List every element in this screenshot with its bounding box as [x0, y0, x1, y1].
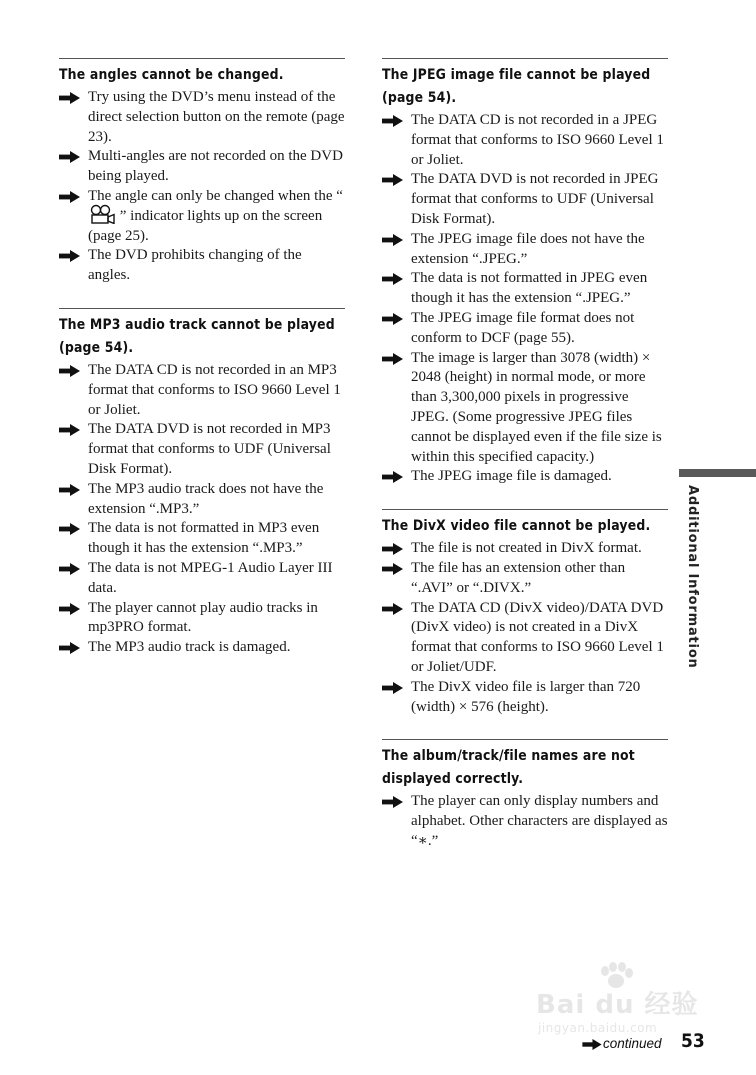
- list-item: The JPEG image file is damaged.: [382, 467, 668, 487]
- side-tab-bar: [679, 469, 756, 477]
- item-list: [59, 88, 345, 286]
- arrow-right-icon: [59, 365, 80, 377]
- arrow-right-icon: [59, 92, 80, 104]
- section-heading: The JPEG image file cannot be played (page 54).: [382, 67, 651, 106]
- arrow-right-icon: [59, 191, 80, 203]
- list-item: The DATA CD (DivX video)/DATA DVD (DivX video) is not created in a DivX format that conforms to ISO 9660 Level 1 or Joliet/UDF.: [382, 599, 668, 678]
- arrow-right-icon: [382, 353, 403, 365]
- list-item: The DATA CD is not recorded in an MP3 format that conforms to ISO 9660 Level 1 or Joliet.: [59, 361, 345, 420]
- arrow-right-icon: [382, 313, 403, 325]
- list-item: The JPEG image file does not have the extension “.JPEG.”: [382, 230, 668, 270]
- arrow-right-icon: [59, 642, 80, 654]
- watermark-url: jingyan.baidu.com: [538, 1021, 658, 1035]
- list-item: The file has an extension other than “.AVI” or “.DIVX.”: [382, 559, 668, 599]
- watermark-brand: Bai du 经验: [536, 990, 699, 1020]
- page-footer: [580, 1030, 710, 1060]
- section-heading: The MP3 audio track cannot be played (page 54).: [59, 316, 335, 356]
- arrow-right-icon: [59, 424, 80, 436]
- arrow-right-icon: [382, 603, 403, 615]
- angle-camera-icon: [88, 204, 116, 224]
- arrow-right-icon: [382, 682, 403, 694]
- section-mp3: [59, 308, 345, 658]
- list-item: The DATA CD is not recorded in a JPEG format that conforms to ISO 9660 Level 1 or Joliet.: [382, 111, 668, 170]
- arrow-right-icon: [382, 174, 403, 186]
- list-item: The image is larger than 3078 (width) × 2048 (height) in normal mode, or more than 3,300,000 pixels in progressive JPEG. (Some progressive JPEG files cannot be displayed even if the file size is within this specified capacity.): [382, 349, 668, 468]
- arrow-right-icon: [59, 603, 80, 615]
- arrow-right-icon: [382, 563, 403, 575]
- list-item: The MP3 audio track does not have the extension “.MP3.”: [59, 480, 345, 520]
- right-column: [382, 58, 668, 874]
- section-heading: The DivX video file cannot be played.: [382, 518, 651, 535]
- section-names: [382, 739, 668, 851]
- list-item: The JPEG image file format does not conform to DCF (page 55).: [382, 309, 668, 349]
- continued-label: continued: [603, 1036, 662, 1051]
- arrow-right-icon: [59, 523, 80, 535]
- side-section-label: Additional Information: [685, 485, 700, 669]
- section-angles: [59, 58, 345, 286]
- arrow-right-icon: [382, 234, 403, 246]
- list-item: Multi-angles are not recorded on the DVD being played.: [59, 147, 345, 187]
- section-divx: [382, 509, 668, 717]
- list-item: The MP3 audio track is damaged.: [59, 638, 345, 658]
- list-item: The file is not created in DivX format.: [382, 539, 668, 559]
- item-list: [382, 111, 668, 487]
- item-list: [382, 792, 668, 851]
- arrow-right-icon: [382, 796, 403, 808]
- list-item: The DVD prohibits changing of the angles.: [59, 246, 345, 286]
- arrow-right-icon: [382, 115, 403, 127]
- list-item: The data is not MPEG-1 Audio Layer III data.: [59, 559, 345, 599]
- left-column: [59, 58, 345, 680]
- arrow-right-icon: [582, 1039, 602, 1050]
- section-heading: The angles cannot be changed.: [59, 67, 284, 83]
- arrow-right-icon: [382, 543, 403, 555]
- arrow-right-icon: [382, 471, 403, 483]
- list-item: The data is not formatted in JPEG even though it has the extension “.JPEG.”: [382, 269, 668, 309]
- list-item: The angle can only be changed when the “ ” indicator lights up on the screen (page 25).: [59, 187, 345, 246]
- list-item: Try using the DVD’s menu instead of the direct selection button on the remote (page 23).: [59, 88, 345, 147]
- list-item: The DivX video file is larger than 720 (width) × 576 (height).: [382, 678, 668, 718]
- list-item: The DATA DVD is not recorded in MP3 format that conforms to UDF (Universal Disk Format).: [59, 420, 345, 479]
- item-list: [382, 539, 668, 717]
- section-jpeg: [382, 58, 668, 487]
- list-item: The player can only display numbers and alphabet. Other characters are displayed as “∗.”: [382, 792, 668, 851]
- arrow-right-icon: [382, 273, 403, 285]
- section-heading: The album/track/file names are not displayed correctly.: [382, 748, 635, 788]
- item-list: [59, 361, 345, 658]
- list-item: The DATA DVD is not recorded in JPEG format that conforms to UDF (Universal Disk Format).: [382, 170, 668, 229]
- arrow-right-icon: [59, 250, 80, 262]
- list-item: The player cannot play audio tracks in mp3PRO format.: [59, 599, 345, 639]
- list-item: The data is not formatted in MP3 even though it has the extension “.MP3.”: [59, 519, 345, 559]
- arrow-right-icon: [59, 151, 80, 163]
- page-number: 53: [681, 1030, 705, 1052]
- arrow-right-icon: [59, 484, 80, 496]
- arrow-right-icon: [59, 563, 80, 575]
